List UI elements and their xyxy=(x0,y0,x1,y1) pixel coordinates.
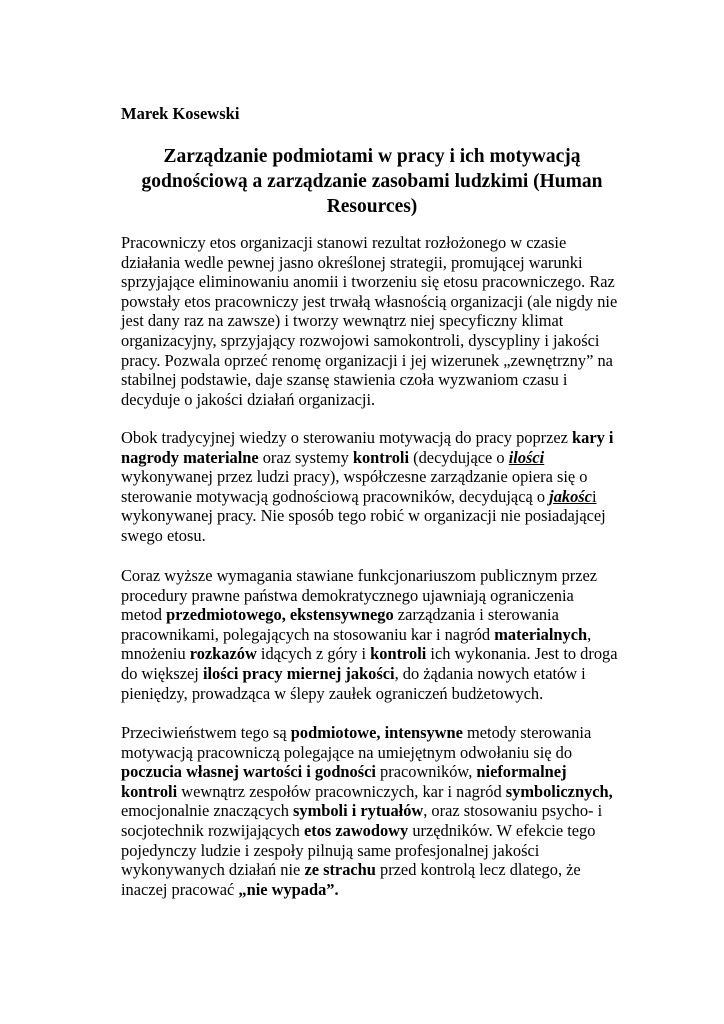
paragraph-4 xyxy=(121,723,641,899)
text-line xyxy=(121,331,641,351)
text-span: do większej xyxy=(121,663,203,683)
title-line: godnościową a zarządzanie zasobami ludzkimi (Human xyxy=(141,171,603,192)
bold-term: symbolicznych, xyxy=(505,781,613,801)
bold-term: nieformalnej xyxy=(476,762,567,782)
text-line xyxy=(121,233,641,253)
text-line xyxy=(121,841,641,861)
text-span: wykonywanych działań nie xyxy=(121,860,305,880)
text-line xyxy=(121,801,641,821)
text-span: inaczej pracować xyxy=(121,879,239,899)
bold-term: ze strachu xyxy=(304,860,376,880)
text-span: sprzyjające eliminowaniu anomii i tworzeniu się etosu pracowniczego. Raz xyxy=(121,272,615,292)
text-span: zarządzania i sterowania xyxy=(393,605,559,625)
text-span: wykonywanej pracy. Nie sposób tego robić w organizacji nie posiadającej xyxy=(121,506,606,526)
text-span: , xyxy=(587,624,592,644)
text-span: , do żądania nowych etatów i xyxy=(394,663,586,683)
text-span: idących z góry i xyxy=(256,644,371,664)
text-span: jest dany raz na zawsze) i tworzy wewnątrz niej specyficzny klimat xyxy=(121,311,564,331)
text-line xyxy=(121,723,641,743)
text-span: Obok tradycyjnej wiedzy o sterowaniu motywacją do pracy poprzez xyxy=(121,428,573,447)
text-span: motywacją pracowniczą polegające na umiejętnym odwołaniu się do xyxy=(121,742,573,762)
text-span: organizacyjny, sprzyjający rozwojowi samokontroli, dyscypliny i jakości xyxy=(121,330,600,350)
author-name: Marek Kosewski xyxy=(121,104,240,123)
underlined-text: i xyxy=(591,486,597,506)
bold-term: kary i xyxy=(572,428,614,447)
text-line xyxy=(121,487,641,507)
text-line xyxy=(121,311,641,331)
text-span: pieniędzy, prowadząca w ślepy zaułek ograniczeń budżetowych. xyxy=(121,683,544,703)
text-line xyxy=(121,644,641,664)
text-span: procedury prawne państwa demokratycznego ujawniają ograniczenia xyxy=(121,585,574,605)
text-span: pracy. Pozwala oprzeć renomę organizacji i jej wizerunek „zewnętrzny” na xyxy=(121,350,613,370)
text-span: sterowanie motywacją godnościową pracowników, decydującą o xyxy=(121,486,550,506)
text-line xyxy=(121,625,641,645)
bold-term: nagrody materialne xyxy=(121,447,259,467)
text-span: metod xyxy=(121,605,167,625)
text-line xyxy=(121,448,641,468)
text-line xyxy=(121,880,641,900)
text-span: socjotechnik rozwijających xyxy=(121,820,304,840)
paragraph-2 xyxy=(121,428,641,546)
bold-term: ilości pracy miernej jakości xyxy=(202,663,395,683)
paragraph-3 xyxy=(121,566,641,703)
bold-term: kontroli xyxy=(370,644,427,664)
text-line xyxy=(121,370,641,390)
text-line xyxy=(121,526,641,546)
bold-term: symboli i rytuałów xyxy=(293,801,424,821)
document-title xyxy=(121,144,623,219)
text-span: wewnątrz zespołów pracowniczych, kar i nagród xyxy=(177,781,506,801)
text-line xyxy=(121,390,641,410)
text-line xyxy=(121,860,641,880)
text-span: mnożeniu xyxy=(121,644,190,664)
text-span: metody sterowania xyxy=(462,723,592,742)
text-span: Coraz wyższe wymagania stawiane funkcjonariuszom publicznym przez xyxy=(121,566,598,585)
text-span: stabilnej podstawie, daje szansę stawienia czoła wyzwaniom czasu i xyxy=(121,370,568,390)
text-line xyxy=(121,782,641,802)
text-span: pracownikami, polegających na stosowaniu kar i nagród xyxy=(121,624,495,644)
text-span: powstały etos pracowniczy jest trwałą własnością organizacji (ale nigdy nie xyxy=(121,291,618,311)
text-span: swego etosu. xyxy=(121,525,206,545)
text-line xyxy=(121,743,641,763)
bold-term: kontroli xyxy=(121,781,178,801)
text-line xyxy=(121,351,641,371)
text-line xyxy=(121,586,641,606)
text-span: oraz systemy xyxy=(258,447,353,467)
text-span: , oraz stosowaniu psycho- i xyxy=(423,801,603,821)
text-span: emocjonalnie znaczących xyxy=(121,801,293,821)
bold-term: rozkazów xyxy=(189,644,257,664)
text-line xyxy=(121,428,641,448)
text-line xyxy=(121,684,641,704)
bold-term: poczucia własnej wartości i godności xyxy=(121,762,376,782)
text-span: ich wykonania. Jest to droga xyxy=(426,644,618,664)
title-line: Resources) xyxy=(326,196,418,217)
text-line xyxy=(121,566,641,586)
title-line: Zarządzanie podmiotami w pracy i ich motywacją xyxy=(163,146,581,167)
text-span: wykonywanej przez ludzi pracy), współczesne zarządzanie opiera się o xyxy=(121,467,588,487)
text-span: urzędników. W efekcie tego xyxy=(408,820,596,840)
bold-term: „nie wypada”. xyxy=(238,879,339,899)
text-line xyxy=(121,506,641,526)
text-span: działania wedle pewnej jasno określonej strategii, promującej warunki xyxy=(121,252,583,272)
bold-term: etos zawodowy xyxy=(303,820,409,840)
text-line xyxy=(121,272,641,292)
text-span: przed kontrolą lecz dlatego, że xyxy=(375,860,581,880)
text-line xyxy=(121,605,641,625)
text-line xyxy=(121,292,641,312)
text-span: Przeciwieństwem tego są xyxy=(121,723,291,742)
text-line xyxy=(121,762,641,782)
bold-term: podmiotowe, intensywne xyxy=(290,723,463,742)
text-line xyxy=(121,253,641,273)
bold-term: kontroli xyxy=(352,447,410,467)
text-line xyxy=(121,467,641,487)
paragraph-1 xyxy=(121,233,641,409)
text-span: pracowników, xyxy=(375,762,477,782)
text-line xyxy=(121,664,641,684)
emphasis-term: jakośc xyxy=(549,486,592,506)
text-span: Pracowniczy etos organizacji stanowi rezultat rozłożonego w czasie xyxy=(121,233,567,252)
text-line xyxy=(121,821,641,841)
text-span: decyduje o jakości działań organizacji. xyxy=(121,389,376,409)
text-span: (decydujące o xyxy=(409,447,509,467)
emphasis-term: ilości xyxy=(508,447,545,467)
bold-term: materialnych xyxy=(494,624,588,644)
bold-term: przedmiotowego, ekstensywnego xyxy=(166,605,394,625)
text-span: pojedynczy ludzie i zespoły pilnują same profesjonalnej jakości xyxy=(121,840,540,860)
